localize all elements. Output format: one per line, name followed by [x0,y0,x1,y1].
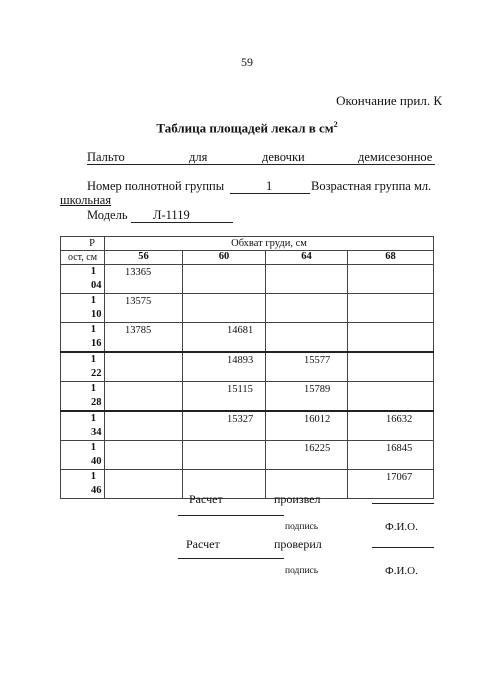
table-row [61,352,434,382]
table-row [61,411,434,441]
column-header: 64 [266,251,348,265]
table-row [61,441,434,470]
area-value-cell: 14893 [183,352,266,382]
checked-signature-caption: подпись [285,566,319,576]
area-value-cell: 17067 [348,470,434,499]
table-title [0,120,494,136]
area-value-cell: 15115 [183,382,266,412]
made-signature-caption: подпись [285,522,319,532]
height-cell [61,470,105,499]
table-row [61,294,434,323]
area-value-cell [105,382,183,412]
height-corner-bottom: ост, см [61,251,105,265]
age-group-label: Возрастная группа мл. [311,179,432,193]
table-title-text: Таблица площадей лекал в см [156,120,334,136]
page-number: 59 [241,55,253,69]
garment-who: девочки [262,150,305,164]
made-name-line [372,503,434,504]
group-label: Номер полнотной группы [87,179,225,193]
area-value-cell: 13365 [105,265,183,294]
height-cell [61,411,105,441]
garment-season: демисезонное [358,150,433,164]
table-title-superscript: 2 [333,120,338,129]
area-value-cell [183,265,266,294]
height-bottom: 40 [91,456,102,467]
area-value-cell: 16632 [348,411,434,441]
height-cell [61,352,105,382]
height-top: 1 [90,442,96,453]
table-row [61,382,434,412]
area-value-cell: 15327 [183,411,266,441]
group-value: 1 [266,179,273,193]
made-name-caption: Ф.И.О. [385,521,418,533]
area-value-cell [348,352,434,382]
area-value-cell [105,470,183,499]
height-bottom: 16 [91,338,102,349]
model-label: Модель [87,208,128,222]
area-value-cell [266,323,348,353]
area-value-cell [266,265,348,294]
area-value-cell: 16845 [348,441,434,470]
table-row [61,265,434,294]
pattern-areas-table [60,236,434,499]
height-cell [61,265,105,294]
age-group-value: школьная [60,193,112,207]
height-bottom: 46 [91,485,102,496]
checked-name-line [372,547,434,548]
height-bottom: 34 [91,427,102,438]
area-value-cell: 16225 [266,441,348,470]
area-value-cell [105,411,183,441]
model-value: Л-1119 [153,208,190,222]
height-cell [61,323,105,353]
area-value-cell: 13785 [105,323,183,353]
height-bottom: 10 [91,309,102,320]
area-value-cell: 16012 [266,411,348,441]
calc-checked-label: Расчет [186,537,220,551]
area-value-cell [105,352,183,382]
column-header: 68 [348,251,434,265]
area-value-cell [183,441,266,470]
made-signature-line [178,515,284,516]
girth-header: Обхват груди, см [105,237,434,251]
height-top: 1 [90,266,96,277]
calc-made-role: произвел [274,492,321,506]
height-top: 1 [90,471,96,482]
appendix-end-note: Окончание прил. К [336,93,442,108]
height-bottom: 04 [91,280,102,291]
area-value-cell [183,294,266,323]
garment-name: Пальто [87,150,125,164]
area-value-cell [266,294,348,323]
height-bottom: 28 [91,397,102,408]
height-top: 1 [90,413,96,424]
height-cell [61,441,105,470]
area-value-cell [348,294,434,323]
height-cell [61,294,105,323]
height-top: 1 [90,354,96,365]
calc-made-label: Расчет [189,492,223,506]
height-top: 1 [90,383,96,394]
area-value-cell: 14681 [183,323,266,353]
checked-name-caption: Ф.И.О. [385,565,418,577]
garment-for-word: для [189,150,208,164]
column-header: 60 [183,251,266,265]
height-bottom: 22 [91,368,102,379]
height-corner-top: Р [61,237,105,251]
table-row [61,323,434,353]
area-value-cell [348,382,434,412]
area-value-cell: 13575 [105,294,183,323]
area-value-cell [348,323,434,353]
height-cell [61,382,105,412]
area-value-cell [105,441,183,470]
checked-signature-line [178,558,284,559]
height-top: 1 [90,324,96,335]
height-top: 1 [90,295,96,306]
area-value-cell [348,265,434,294]
column-header: 56 [105,251,183,265]
area-value-cell: 15577 [266,352,348,382]
table-row [61,470,434,499]
calc-checked-role: проверил [274,537,322,551]
area-value-cell: 15789 [266,382,348,412]
